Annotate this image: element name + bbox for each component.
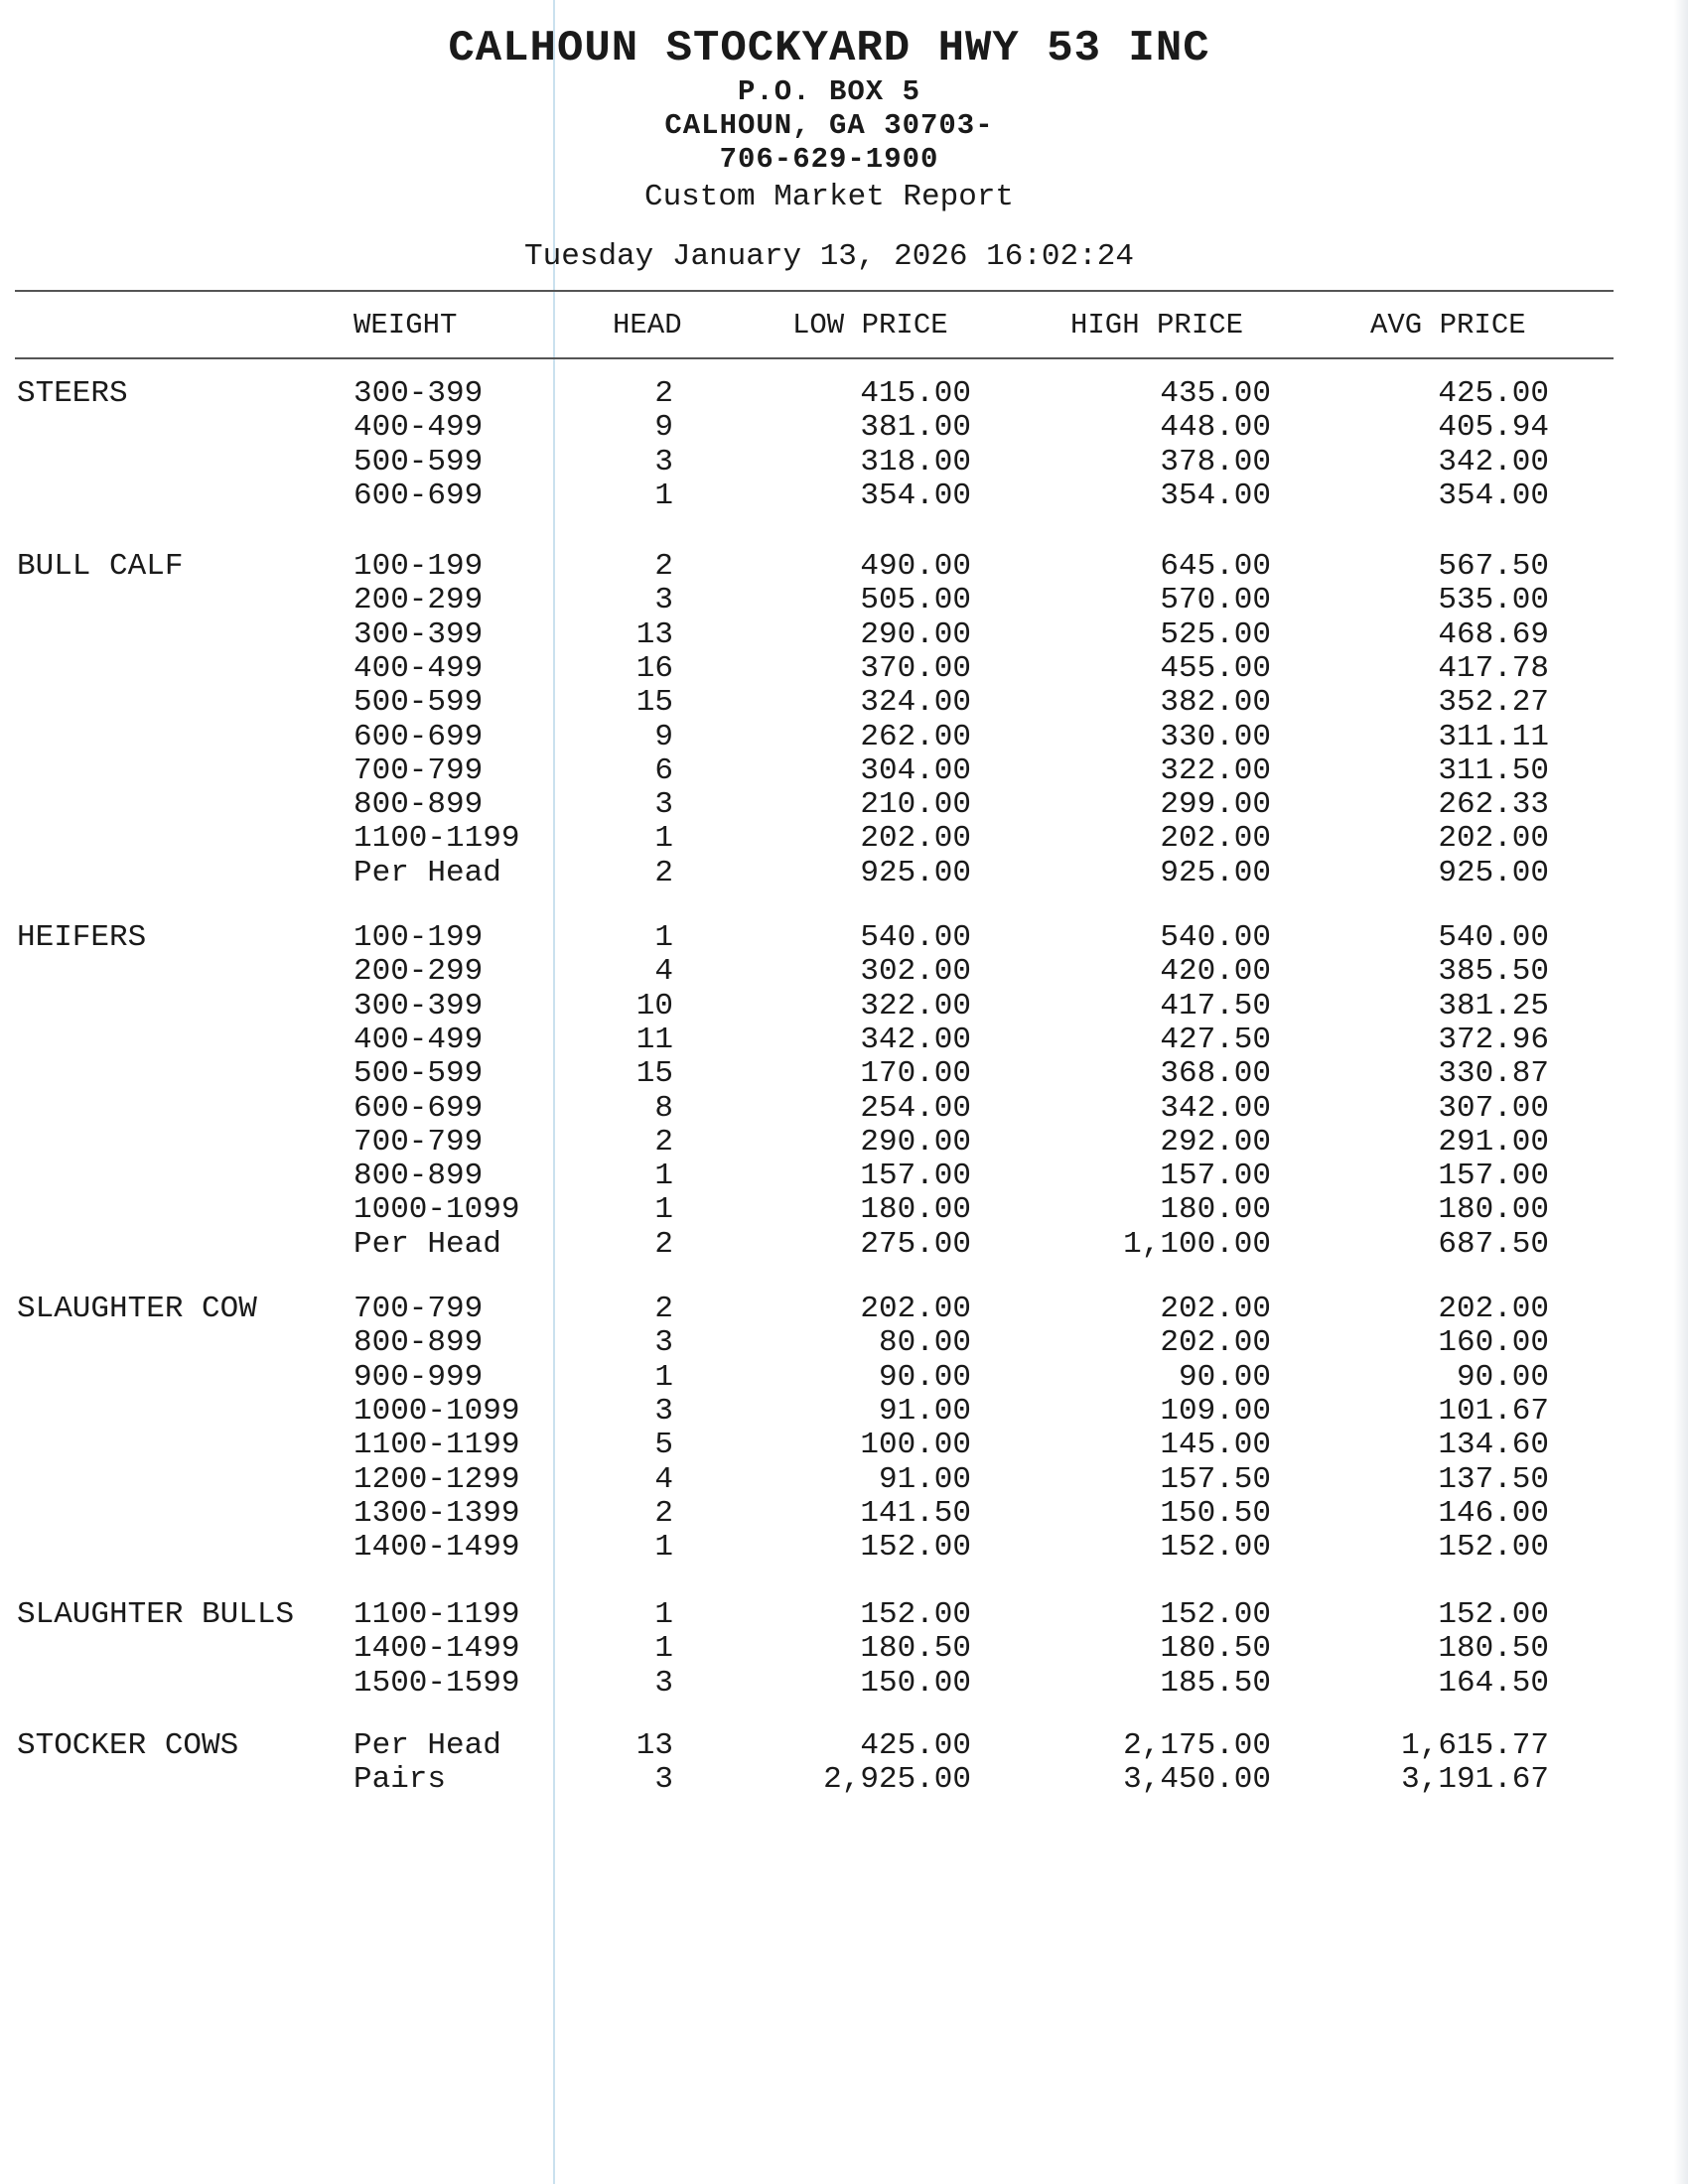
head-cell: 1 bbox=[654, 1359, 673, 1395]
low-price-cell: 540.00 bbox=[860, 920, 971, 955]
weight-cell: Per Head bbox=[353, 1226, 501, 1262]
avg-price-cell: 307.00 bbox=[1438, 1090, 1549, 1126]
high-price-cell: 299.00 bbox=[1160, 787, 1271, 823]
head-cell: 4 bbox=[654, 1461, 673, 1497]
low-price-cell: 275.00 bbox=[860, 1226, 971, 1262]
avg-price-cell: 90.00 bbox=[1456, 1359, 1549, 1395]
weight-cell: 1500-1599 bbox=[353, 1665, 520, 1701]
head-cell: 3 bbox=[654, 1762, 673, 1798]
avg-price-cell: 202.00 bbox=[1438, 1292, 1549, 1326]
head-cell: 5 bbox=[654, 1428, 673, 1463]
avg-price-cell: 405.94 bbox=[1438, 410, 1549, 446]
avg-price-cell: 262.33 bbox=[1438, 787, 1549, 823]
company-name: CALHOUN STOCKYARD HWY 53 INC bbox=[448, 24, 1210, 73]
weight-cell: 400-499 bbox=[353, 1022, 484, 1057]
low-price-cell: 370.00 bbox=[860, 650, 971, 686]
high-price-cell: 420.00 bbox=[1160, 954, 1271, 990]
head-cell: 1 bbox=[654, 920, 673, 955]
weight-cell: 700-799 bbox=[353, 752, 484, 788]
column-header-weight: WEIGHT bbox=[353, 309, 458, 341]
weight-cell: 1300-1399 bbox=[353, 1495, 520, 1531]
avg-price-cell: 354.00 bbox=[1438, 478, 1549, 513]
head-cell: 13 bbox=[635, 1728, 673, 1763]
high-price-cell: 90.00 bbox=[1178, 1359, 1271, 1395]
weight-cell: 100-199 bbox=[353, 920, 484, 955]
weight-cell: 1000-1099 bbox=[353, 1192, 520, 1228]
head-cell: 1 bbox=[654, 1159, 673, 1194]
high-price-cell: 3,450.00 bbox=[1123, 1762, 1271, 1798]
weight-cell: 1400-1499 bbox=[353, 1631, 520, 1667]
weight-cell: 1200-1299 bbox=[353, 1461, 520, 1497]
weight-cell: 400-499 bbox=[353, 650, 484, 686]
low-price-cell: 170.00 bbox=[860, 1056, 971, 1092]
low-price-cell: 925.00 bbox=[860, 855, 971, 890]
high-price-cell: 570.00 bbox=[1160, 583, 1271, 618]
high-price-cell: 152.00 bbox=[1160, 1597, 1271, 1632]
low-price-cell: 302.00 bbox=[860, 954, 971, 990]
low-price-cell: 202.00 bbox=[860, 1292, 971, 1326]
low-price-cell: 100.00 bbox=[860, 1428, 971, 1463]
low-price-cell: 91.00 bbox=[878, 1393, 971, 1429]
avg-price-cell: 425.00 bbox=[1438, 376, 1549, 411]
weight-cell: 800-899 bbox=[353, 1159, 484, 1194]
head-cell: 8 bbox=[654, 1090, 673, 1126]
head-cell: 6 bbox=[654, 752, 673, 788]
weight-cell: 800-899 bbox=[353, 1325, 484, 1361]
weight-cell: 600-699 bbox=[353, 719, 484, 754]
avg-price-cell: 385.50 bbox=[1438, 954, 1549, 990]
head-cell: 10 bbox=[635, 988, 673, 1024]
weight-cell: 500-599 bbox=[353, 1056, 484, 1092]
high-price-cell: 382.00 bbox=[1160, 685, 1271, 721]
weight-cell: 1000-1099 bbox=[353, 1393, 520, 1429]
low-price-cell: 152.00 bbox=[860, 1530, 971, 1566]
high-price-cell: 150.50 bbox=[1160, 1495, 1271, 1531]
avg-price-cell: 535.00 bbox=[1438, 583, 1549, 618]
address-po-box: P.O. BOX 5 bbox=[737, 75, 921, 108]
low-price-cell: 290.00 bbox=[860, 1124, 971, 1160]
weight-cell: 1100-1199 bbox=[353, 821, 520, 857]
head-cell: 9 bbox=[654, 719, 673, 754]
high-price-cell: 292.00 bbox=[1160, 1124, 1271, 1160]
scan-artifact-line bbox=[553, 0, 555, 2184]
category-label: BULL CALF bbox=[17, 549, 184, 584]
high-price-cell: 448.00 bbox=[1160, 410, 1271, 446]
weight-cell: Per Head bbox=[353, 1728, 501, 1763]
high-price-cell: 202.00 bbox=[1160, 1325, 1271, 1361]
weight-cell: 400-499 bbox=[353, 410, 484, 446]
header-rule bbox=[15, 357, 1614, 359]
column-header-head: HEAD bbox=[613, 309, 682, 341]
head-cell: 2 bbox=[654, 549, 673, 584]
low-price-cell: 157.00 bbox=[860, 1159, 971, 1194]
avg-price-cell: 291.00 bbox=[1438, 1124, 1549, 1160]
high-price-cell: 202.00 bbox=[1160, 1292, 1271, 1326]
avg-price-cell: 134.60 bbox=[1438, 1428, 1549, 1463]
weight-cell: 500-599 bbox=[353, 685, 484, 721]
low-price-cell: 505.00 bbox=[860, 583, 971, 618]
high-price-cell: 157.50 bbox=[1160, 1461, 1271, 1497]
weight-cell: Per Head bbox=[353, 855, 501, 890]
weight-cell: 100-199 bbox=[353, 549, 484, 584]
weight-cell: 900-999 bbox=[353, 1359, 484, 1395]
column-header-avg-price: AVG PRICE bbox=[1370, 309, 1526, 341]
weight-cell: 600-699 bbox=[353, 478, 484, 513]
head-cell: 1 bbox=[654, 1192, 673, 1228]
high-price-cell: 455.00 bbox=[1160, 650, 1271, 686]
head-cell: 3 bbox=[654, 444, 673, 479]
avg-price-cell: 381.25 bbox=[1438, 988, 1549, 1024]
high-price-cell: 368.00 bbox=[1160, 1056, 1271, 1092]
high-price-cell: 354.00 bbox=[1160, 478, 1271, 513]
head-cell: 3 bbox=[654, 1393, 673, 1429]
weight-cell: 300-399 bbox=[353, 988, 484, 1024]
head-cell: 15 bbox=[635, 685, 673, 721]
low-price-cell: 180.00 bbox=[860, 1192, 971, 1228]
high-price-cell: 109.00 bbox=[1160, 1393, 1271, 1429]
head-cell: 1 bbox=[654, 821, 673, 857]
avg-price-cell: 567.50 bbox=[1438, 549, 1549, 584]
low-price-cell: 342.00 bbox=[860, 1022, 971, 1057]
high-price-cell: 435.00 bbox=[1160, 376, 1271, 411]
high-price-cell: 378.00 bbox=[1160, 444, 1271, 479]
weight-cell: Pairs bbox=[353, 1762, 447, 1798]
low-price-cell: 150.00 bbox=[860, 1665, 971, 1701]
low-price-cell: 90.00 bbox=[878, 1359, 971, 1395]
avg-price-cell: 180.50 bbox=[1438, 1631, 1549, 1667]
avg-price-cell: 101.67 bbox=[1438, 1393, 1549, 1429]
avg-price-cell: 311.11 bbox=[1438, 719, 1549, 754]
low-price-cell: 490.00 bbox=[860, 549, 971, 584]
high-price-cell: 2,175.00 bbox=[1123, 1728, 1271, 1763]
avg-price-cell: 342.00 bbox=[1438, 444, 1549, 479]
head-cell: 9 bbox=[654, 410, 673, 446]
avg-price-cell: 540.00 bbox=[1438, 920, 1549, 955]
low-price-cell: 254.00 bbox=[860, 1090, 971, 1126]
weight-cell: 200-299 bbox=[353, 954, 484, 990]
head-cell: 16 bbox=[635, 650, 673, 686]
avg-price-cell: 202.00 bbox=[1438, 821, 1549, 857]
low-price-cell: 304.00 bbox=[860, 752, 971, 788]
head-cell: 3 bbox=[654, 583, 673, 618]
high-price-cell: 1,100.00 bbox=[1123, 1226, 1271, 1262]
avg-price-cell: 372.96 bbox=[1438, 1022, 1549, 1057]
report-header bbox=[0, 22, 1658, 216]
weight-cell: 1400-1499 bbox=[353, 1530, 520, 1566]
low-price-cell: 141.50 bbox=[860, 1495, 971, 1531]
low-price-cell: 262.00 bbox=[860, 719, 971, 754]
high-price-cell: 427.50 bbox=[1160, 1022, 1271, 1057]
avg-price-cell: 152.00 bbox=[1438, 1597, 1549, 1632]
low-price-cell: 381.00 bbox=[860, 410, 971, 446]
low-price-cell: 2,925.00 bbox=[823, 1762, 971, 1798]
low-price-cell: 210.00 bbox=[860, 787, 971, 823]
head-cell: 2 bbox=[654, 1292, 673, 1326]
low-price-cell: 354.00 bbox=[860, 478, 971, 513]
avg-price-cell: 3,191.67 bbox=[1401, 1762, 1549, 1798]
avg-price-cell: 152.00 bbox=[1438, 1530, 1549, 1566]
head-cell: 1 bbox=[654, 1530, 673, 1566]
head-cell: 1 bbox=[654, 478, 673, 513]
head-cell: 3 bbox=[654, 1325, 673, 1361]
high-price-cell: 525.00 bbox=[1160, 616, 1271, 652]
head-cell: 2 bbox=[654, 1495, 673, 1531]
high-price-cell: 145.00 bbox=[1160, 1428, 1271, 1463]
avg-price-cell: 157.00 bbox=[1438, 1159, 1549, 1194]
column-header-high-price: HIGH PRICE bbox=[1070, 309, 1244, 341]
avg-price-cell: 1,615.77 bbox=[1401, 1728, 1549, 1763]
high-price-cell: 180.50 bbox=[1160, 1631, 1271, 1667]
category-label: STOCKER COWS bbox=[17, 1728, 239, 1763]
phone-number: 706-629-1900 bbox=[719, 143, 939, 176]
head-cell: 2 bbox=[654, 376, 673, 411]
high-price-cell: 330.00 bbox=[1160, 719, 1271, 754]
avg-price-cell: 687.50 bbox=[1438, 1226, 1549, 1262]
avg-price-cell: 311.50 bbox=[1438, 752, 1549, 788]
weight-cell: 700-799 bbox=[353, 1292, 484, 1326]
top-rule bbox=[15, 290, 1614, 292]
low-price-cell: 322.00 bbox=[860, 988, 971, 1024]
weight-cell: 600-699 bbox=[353, 1090, 484, 1126]
high-price-cell: 925.00 bbox=[1160, 855, 1271, 890]
low-price-cell: 425.00 bbox=[860, 1728, 971, 1763]
head-cell: 1 bbox=[654, 1631, 673, 1667]
low-price-cell: 318.00 bbox=[860, 444, 971, 479]
high-price-cell: 417.50 bbox=[1160, 988, 1271, 1024]
category-label: SLAUGHTER BULLS bbox=[17, 1597, 295, 1632]
high-price-cell: 645.00 bbox=[1160, 549, 1271, 584]
low-price-cell: 202.00 bbox=[860, 821, 971, 857]
category-label: STEERS bbox=[17, 376, 128, 411]
high-price-cell: 322.00 bbox=[1160, 752, 1271, 788]
low-price-cell: 180.50 bbox=[860, 1631, 971, 1667]
head-cell: 2 bbox=[654, 1124, 673, 1160]
category-label: SLAUGHTER COW bbox=[17, 1292, 257, 1326]
weight-cell: 1100-1199 bbox=[353, 1428, 520, 1463]
report-title: Custom Market Report bbox=[643, 180, 1015, 214]
avg-price-cell: 417.78 bbox=[1438, 650, 1549, 686]
high-price-cell: 152.00 bbox=[1160, 1530, 1271, 1566]
head-cell: 3 bbox=[654, 787, 673, 823]
low-price-cell: 152.00 bbox=[860, 1597, 971, 1632]
weight-cell: 1100-1199 bbox=[353, 1597, 520, 1632]
head-cell: 15 bbox=[635, 1056, 673, 1092]
low-price-cell: 290.00 bbox=[860, 616, 971, 652]
weight-cell: 700-799 bbox=[353, 1124, 484, 1160]
weight-cell: 300-399 bbox=[353, 616, 484, 652]
low-price-cell: 91.00 bbox=[878, 1461, 971, 1497]
head-cell: 2 bbox=[654, 1226, 673, 1262]
avg-price-cell: 180.00 bbox=[1438, 1192, 1549, 1228]
low-price-cell: 80.00 bbox=[878, 1325, 971, 1361]
weight-cell: 500-599 bbox=[353, 444, 484, 479]
head-cell: 11 bbox=[635, 1022, 673, 1057]
low-price-cell: 324.00 bbox=[860, 685, 971, 721]
avg-price-cell: 137.50 bbox=[1438, 1461, 1549, 1497]
head-cell: 13 bbox=[635, 616, 673, 652]
high-price-cell: 342.00 bbox=[1160, 1090, 1271, 1126]
scan-edge-shadow bbox=[1674, 0, 1688, 2184]
avg-price-cell: 330.87 bbox=[1438, 1056, 1549, 1092]
high-price-cell: 180.00 bbox=[1160, 1192, 1271, 1228]
high-price-cell: 202.00 bbox=[1160, 821, 1271, 857]
address-city: CALHOUN, GA 30703- bbox=[664, 109, 994, 142]
avg-price-cell: 160.00 bbox=[1438, 1325, 1549, 1361]
head-cell: 4 bbox=[654, 954, 673, 990]
low-price-cell: 415.00 bbox=[860, 376, 971, 411]
head-cell: 1 bbox=[654, 1597, 673, 1632]
avg-price-cell: 146.00 bbox=[1438, 1495, 1549, 1531]
weight-cell: 200-299 bbox=[353, 583, 484, 618]
high-price-cell: 157.00 bbox=[1160, 1159, 1271, 1194]
category-label: HEIFERS bbox=[17, 920, 147, 955]
column-header-low-price: LOW PRICE bbox=[792, 309, 948, 341]
avg-price-cell: 925.00 bbox=[1438, 855, 1549, 890]
head-cell: 2 bbox=[654, 855, 673, 890]
avg-price-cell: 352.27 bbox=[1438, 685, 1549, 721]
head-cell: 3 bbox=[654, 1665, 673, 1701]
high-price-cell: 185.50 bbox=[1160, 1665, 1271, 1701]
weight-cell: 800-899 bbox=[353, 787, 484, 823]
report-date: Tuesday January 13, 2026 16:02:24 bbox=[524, 239, 1134, 274]
avg-price-cell: 468.69 bbox=[1438, 616, 1549, 652]
high-price-cell: 540.00 bbox=[1160, 920, 1271, 955]
weight-cell: 300-399 bbox=[353, 376, 484, 411]
avg-price-cell: 164.50 bbox=[1438, 1665, 1549, 1701]
